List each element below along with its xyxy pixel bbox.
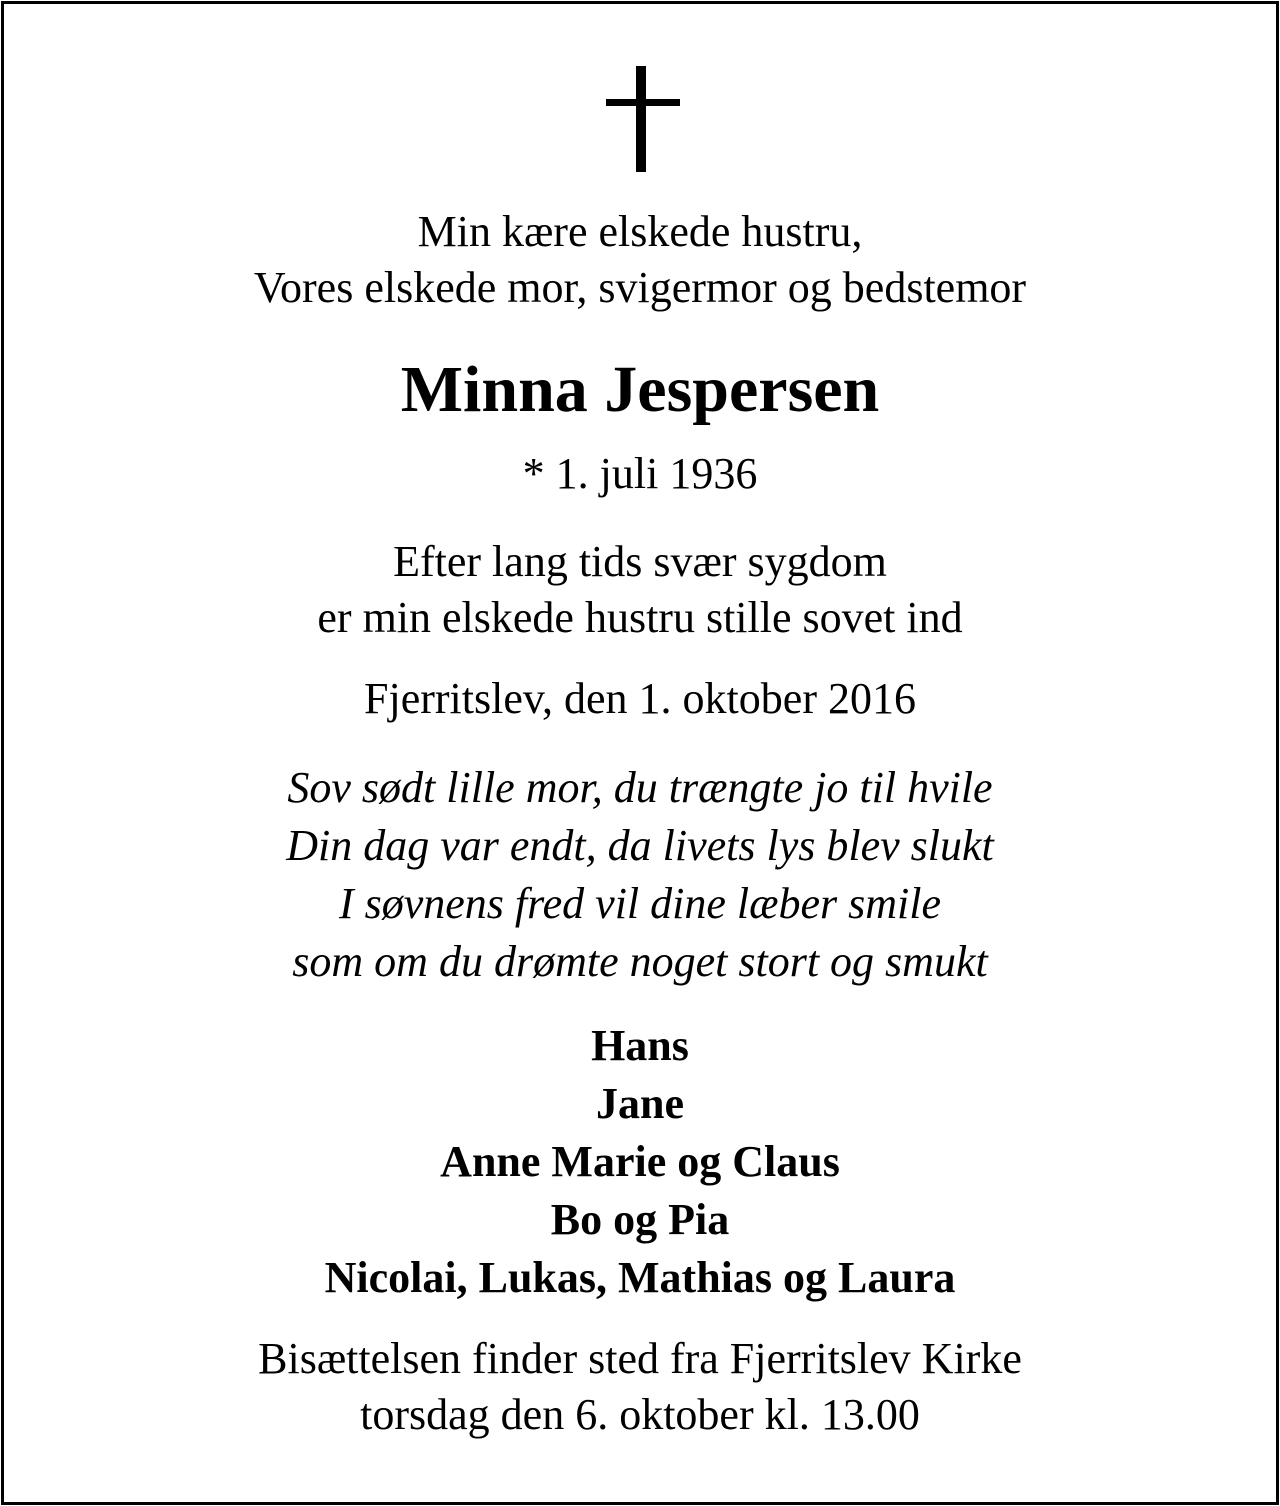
poem-line: I søvnens fred vil dine læber smile (338, 879, 942, 928)
funeral-line: Bisættelsen finder sted fra Fjerritslev Kirke (258, 1334, 1022, 1383)
place-and-date: Fjerritslev, den 1. oktober 2016 (364, 674, 916, 723)
death-message (4, 534, 1276, 646)
poem-line: som om du drømte noget stort og smukt (292, 937, 988, 986)
poem-line: Sov sødt lille mor, du trængte jo til hvile (287, 763, 993, 812)
obituary-notice (1, 1, 1279, 1505)
family-member: Hans (591, 1021, 689, 1070)
funeral-info (4, 1331, 1276, 1443)
intro-line: Vores elskede mor, svigermor og bedstemor (253, 263, 1027, 312)
deceased-name: Minna Jespersen (400, 353, 880, 426)
funeral-line: torsdag den 6. oktober kl. 13.00 (360, 1390, 920, 1439)
poem-line: Din dag var endt, da livets lys blev slukt (286, 821, 994, 870)
family-signatures (4, 1017, 1276, 1307)
intro-text (4, 204, 1276, 316)
birth-date: * 1. juli 1936 (522, 449, 758, 498)
family-member: Bo og Pia (550, 1195, 730, 1244)
message-line: er min elskede hustru stille sovet ind (317, 593, 963, 642)
memorial-poem (4, 759, 1276, 991)
cross-icon (606, 66, 682, 174)
message-line: Efter lang tids svær sygdom (393, 537, 887, 586)
family-member: Jane (596, 1079, 684, 1128)
family-member: Nicolai, Lukas, Mathias og Laura (324, 1253, 956, 1302)
family-member: Anne Marie og Claus (440, 1137, 840, 1186)
intro-line: Min kære elskede hustru, (417, 207, 863, 256)
